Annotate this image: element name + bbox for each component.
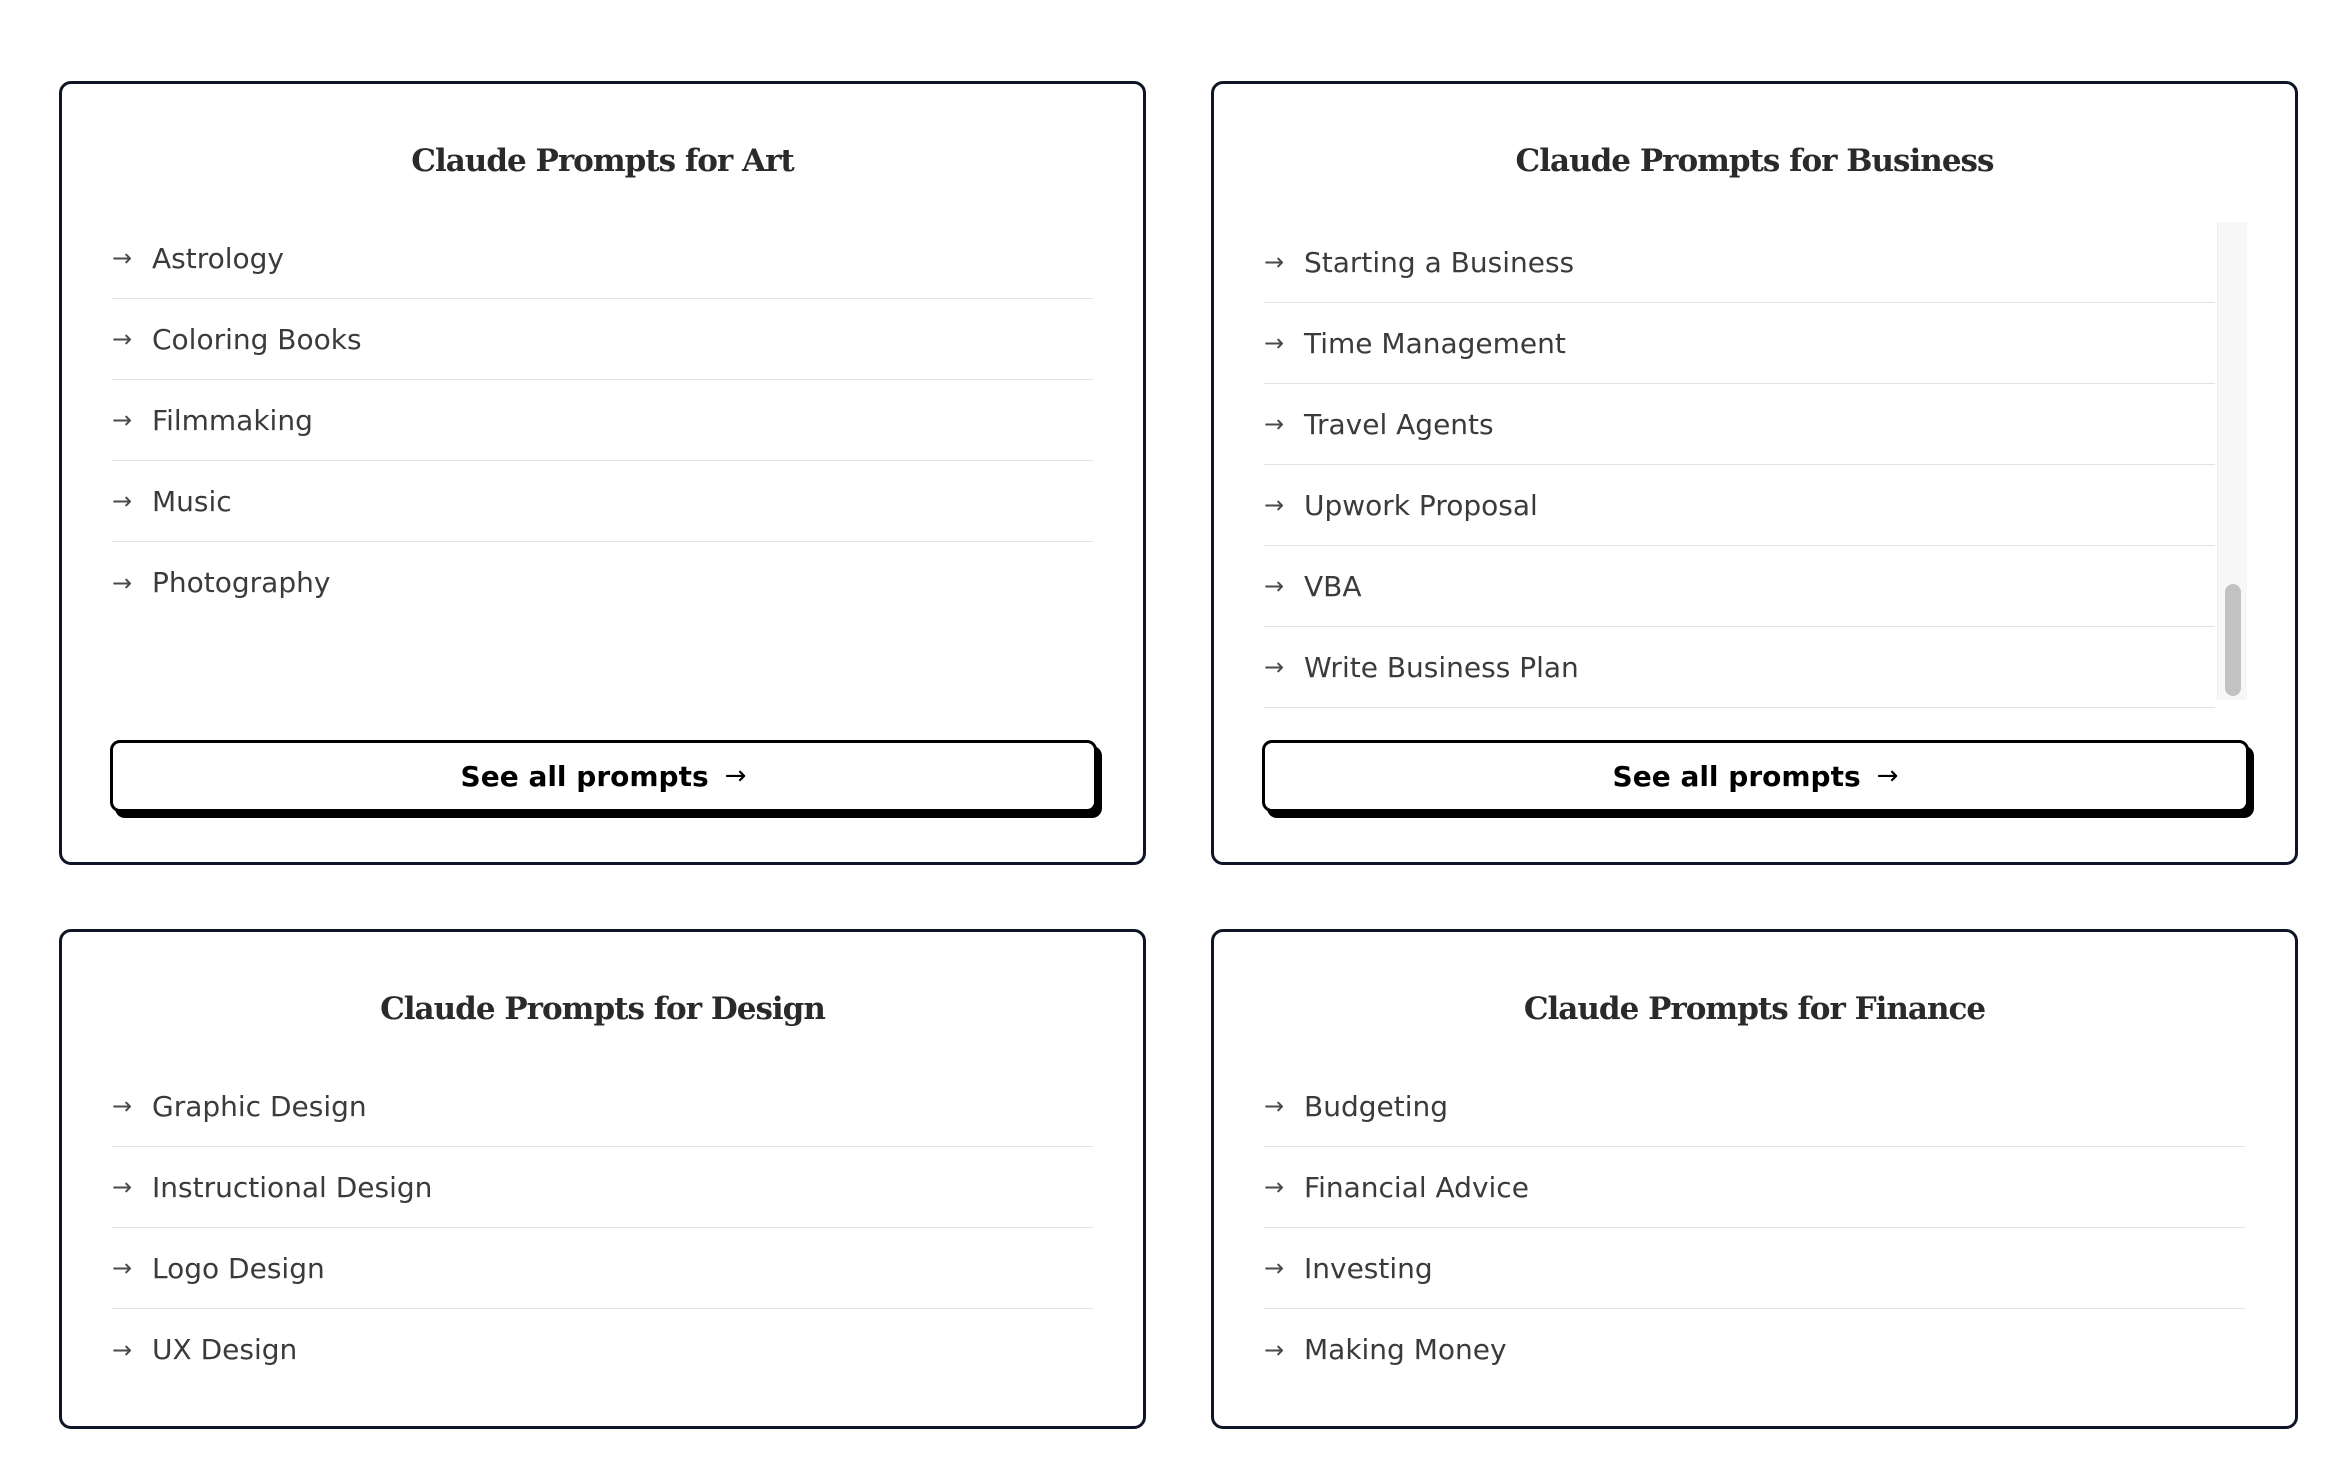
prompt-list-viewport <box>1264 1066 2245 1466</box>
prompt-list-viewport <box>112 218 1093 599</box>
arrow-right-icon: → <box>112 1092 133 1120</box>
list-item-filmmaking[interactable] <box>112 380 1093 461</box>
list-item-label: Starting a Business <box>1304 245 1575 279</box>
arrow-right-icon: → <box>112 568 133 597</box>
list-item-label: Upwork Proposal <box>1304 488 1538 522</box>
list-item-label: Graphic Design <box>152 1089 367 1123</box>
card-business <box>1211 81 2298 865</box>
prompt-list <box>112 218 1093 623</box>
list-item-time-management[interactable] <box>1264 303 2215 384</box>
arrow-right-icon: → <box>1264 1092 1285 1120</box>
list-item-label: Travel Agents <box>1304 407 1494 441</box>
prompt-list <box>112 1066 1093 1390</box>
list-item-graphic-design[interactable] <box>112 1066 1093 1147</box>
list-item-travel-agents[interactable] <box>1264 384 2215 465</box>
arrow-right-icon: → <box>112 325 133 353</box>
list-item-label: Filmmaking <box>152 403 313 437</box>
list-item-coloring-books[interactable] <box>112 299 1093 380</box>
list-item-label: Time Management <box>1304 326 1566 360</box>
card-art <box>59 81 1146 865</box>
prompt-list <box>1264 1066 2245 1390</box>
list-item-making-money[interactable] <box>1264 1309 2245 1390</box>
card-finance <box>1211 929 2298 1429</box>
scrollbar-thumb[interactable] <box>2225 584 2241 696</box>
list-item-astrology[interactable] <box>112 218 1093 299</box>
list-item-investing[interactable] <box>1264 1228 2245 1309</box>
list-item-music[interactable] <box>112 461 1093 542</box>
card-title: Claude Prompts for Art <box>411 143 794 179</box>
list-item-label: Coloring Books <box>152 322 362 356</box>
list-item-logo-design[interactable] <box>112 1228 1093 1309</box>
list-item-label: VBA <box>1304 569 1362 603</box>
prompt-list-viewport[interactable] <box>1264 222 2215 782</box>
arrow-right-icon: → <box>1264 653 1285 681</box>
card-title: Claude Prompts for Business <box>1515 143 1994 179</box>
list-item-label: Instructional Design <box>152 1170 433 1204</box>
see-all-label: See all prompts <box>460 759 709 793</box>
list-item-label: Logo Design <box>152 1251 325 1285</box>
prompt-list-viewport <box>112 1066 1093 1466</box>
arrow-right-icon: → <box>1264 248 1285 276</box>
list-item-label: Astrology <box>152 241 285 275</box>
list-item-label: Music <box>152 484 232 518</box>
arrow-right-icon: → <box>112 1335 133 1364</box>
list-item-write-business-plan[interactable] <box>1264 627 2215 708</box>
arrow-right-icon: → <box>112 487 133 515</box>
card-title: Claude Prompts for Finance <box>1523 991 1986 1027</box>
arrow-right-icon: → <box>1264 410 1285 438</box>
arrow-right-icon: → <box>112 1173 133 1201</box>
list-item-vba[interactable] <box>1264 546 2215 627</box>
arrow-right-icon: → <box>112 244 133 272</box>
list-item-label: Photography <box>152 566 331 599</box>
list-item-financial-advice[interactable] <box>1264 1147 2245 1228</box>
list-item-label: Financial Advice <box>1304 1170 1529 1204</box>
list-item-ux-design[interactable] <box>112 1309 1093 1390</box>
arrow-right-icon: → <box>1264 1173 1285 1201</box>
card-design <box>59 929 1146 1429</box>
arrow-right-icon: → <box>1264 572 1285 600</box>
arrow-right-icon: → <box>1876 761 1899 791</box>
list-item-upwork-proposal[interactable] <box>1264 465 2215 546</box>
see-all-label: See all prompts <box>1612 759 1861 793</box>
arrow-right-icon: → <box>1264 329 1285 357</box>
arrow-right-icon: → <box>1264 1254 1285 1282</box>
list-item-starting-a-business[interactable] <box>1264 222 2215 303</box>
arrow-right-icon: → <box>1264 491 1285 519</box>
list-item-instructional-design[interactable] <box>112 1147 1093 1228</box>
list-item-label: Budgeting <box>1304 1089 1449 1123</box>
see-all-prompts-button[interactable] <box>110 740 1097 812</box>
arrow-right-icon: → <box>112 1254 133 1282</box>
see-all-prompts-button[interactable] <box>1262 740 2249 812</box>
scrollbar[interactable] <box>2217 222 2247 700</box>
list-item-label: UX Design <box>152 1333 298 1366</box>
arrow-right-icon: → <box>724 761 747 791</box>
arrow-right-icon: → <box>112 406 133 434</box>
list-item-budgeting[interactable] <box>1264 1066 2245 1147</box>
arrow-right-icon: → <box>1264 1335 1285 1364</box>
list-item-label: Investing <box>1304 1251 1433 1285</box>
card-title: Claude Prompts for Design <box>380 991 825 1027</box>
list-item-label: Write Business Plan <box>1304 650 1579 684</box>
list-item-label: Making Money <box>1304 1333 1507 1366</box>
prompt-list <box>1264 222 2215 708</box>
list-item-photography[interactable] <box>112 542 1093 623</box>
